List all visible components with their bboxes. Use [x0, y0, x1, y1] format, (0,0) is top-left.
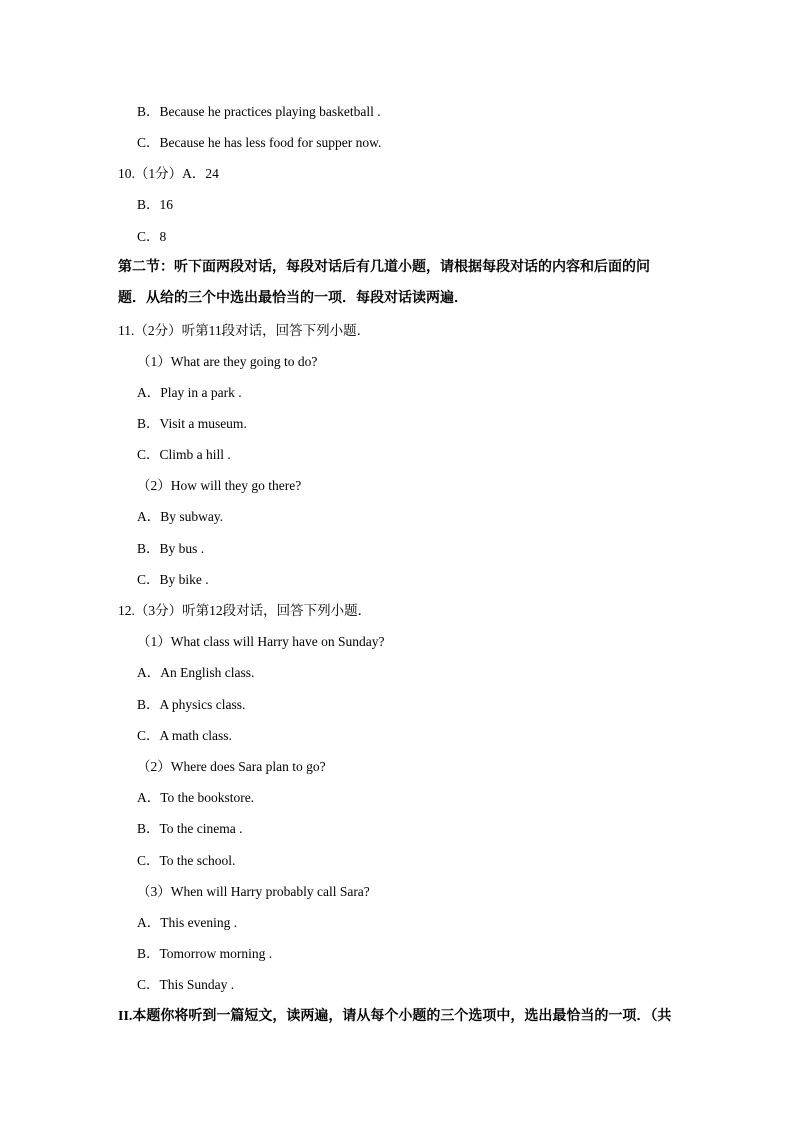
option-c-q11-2: C．By bike . — [137, 572, 209, 587]
option-a-q12-2: A．To the bookstore. — [137, 790, 255, 805]
subquestion-12-1: （1）What class will Harry have on Sunday? — [137, 634, 385, 649]
option-a-q11-1: A．Play in a park . — [137, 385, 242, 400]
option-b-q10: B．16 — [137, 197, 174, 212]
option-b-q12-3: B．Tomorrow morning . — [137, 946, 273, 961]
option-b-q9: B．Because he practices playing basketball . — [137, 104, 381, 119]
option-c-q12-2: C．To the school. — [137, 853, 236, 868]
subquestion-11-1: （1）What are they going to do? — [137, 354, 318, 369]
option-c-q10: C．8 — [137, 229, 167, 244]
option-b-q11-1: B．Visit a museum. — [137, 416, 247, 431]
question-11: 11.（2分）听第11段对话，回答下列小题． — [118, 323, 371, 338]
subquestion-12-3: （3）When will Harry probably call Sara? — [137, 884, 370, 899]
option-a-q12-1: A．An English class. — [137, 665, 255, 680]
section-heading-part2: 第二节：听下面两段对话，每段对话后有几道小题，请根据每段对话的内容和后面的问 — [118, 260, 650, 275]
subquestion-11-2: （2）How will they go there? — [137, 478, 302, 493]
question-12: 12.（3分）听第12段对话，回答下列小题． — [118, 603, 372, 618]
option-b-q11-2: B．By bus . — [137, 541, 205, 556]
section-heading-part2-cont: 题．从给的三个中选出最恰当的一项．每段对话读两遍． — [118, 291, 468, 306]
option-c-q12-1: C．A math class. — [137, 728, 232, 743]
section-heading-part-ii: II.本题你将听到一篇短文，读两遍，请从每个小题的三个选项中，选出最恰当的一项．（共 — [118, 1009, 672, 1024]
option-b-q12-1: B．A physics class. — [137, 697, 246, 712]
option-c-q11-1: C．Climb a hill . — [137, 447, 231, 462]
option-c-q12-3: C．This Sunday . — [137, 977, 235, 992]
option-b-q12-2: B．To the cinema . — [137, 821, 243, 836]
subquestion-12-2: （2）Where does Sara plan to go? — [137, 759, 326, 774]
question-10: 10.（1分）A．24 — [118, 166, 219, 181]
option-a-q12-3: A．This evening . — [137, 915, 238, 930]
option-c-q9: C．Because he has less food for supper now. — [137, 135, 382, 150]
option-a-q11-2: A．By subway. — [137, 509, 224, 524]
